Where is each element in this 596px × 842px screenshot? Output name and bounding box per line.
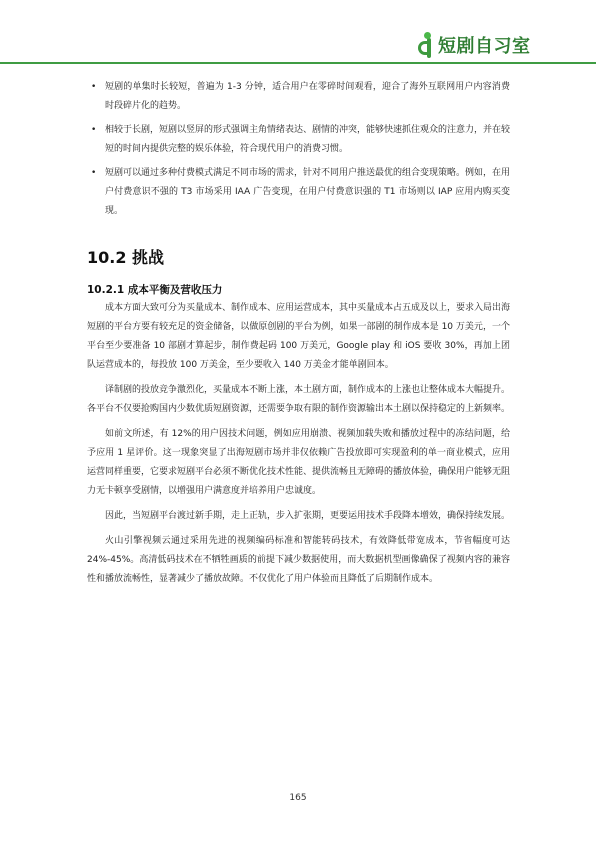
body-paragraph: 如前文所述，有 12%的用户因技术问题，例如应用崩溃、视频加载失败和播放过程中的冻结问题，给予应用 1 星评价。这一现象突显了出海短剧市场并非仅依赖广告投放即可实现盈利的单一商业模式，应用运营同样重要，它要求短剧平台必须不断优化技术性能、提供流畅且无障碍的播放体验，确保用户能够无阻力无卡顿享受剧情，以增强用户满意度并培养用户忠诚度。 bbox=[87, 429, 511, 496]
body-paragraph: 译制剧的投放竞争激烈化，买量成本不断上涨，本土剧方面，制作成本的上涨也让整体成本大幅提升。各平台不仅要抢购国内少数优质短剧资源，还需要争取有限的制作资源输出本土剧以保持稳定的上新频率。 bbox=[87, 385, 511, 414]
body-paragraph: 火山引擎视频云通过采用先进的视频编码标准和智能转码技术，有效降低带宽成本，节省幅度可达 24%-45%。高清低码技术在不牺牲画质的前提下减少数据使用，而大数据机型画像确保了视频内容的兼容性和播放流畅性，显著减少了播放故障。不仅优化了用户体验而且降低了后期制作成本。 bbox=[87, 536, 510, 584]
section-heading: 10.2 挑战 bbox=[87, 248, 165, 267]
bullet-dot-icon: • bbox=[91, 168, 97, 178]
page-number: 165 bbox=[289, 793, 307, 803]
logo-d-icon bbox=[418, 32, 434, 58]
header-rule bbox=[0, 62, 596, 64]
bullet-item: • 短剧可以通过多种付费模式满足不同市场的需求，针对不同用户推送最优的组合变现策略。例如，在用户付费意识不强的 T3 市场采用 IAA 广告变现，在用户付费意识强的 T1 市场则以 IAP 应用内购买变现。 bbox=[87, 164, 510, 221]
brand-logo bbox=[418, 30, 531, 60]
subsection-heading: 10.2.1 成本平衡及营收压力 bbox=[87, 284, 223, 296]
logo-text: 短剧自习室 bbox=[438, 36, 531, 57]
bullet-item: • 相较于长剧，短剧以竖屏的形式强调主角情绪表达、剧情的冲突，能够快速抓住观众的注意力，并在较短的时间内提供完整的娱乐体验，符合现代用户的消费习惯。 bbox=[87, 121, 510, 159]
bullet-dot-icon: • bbox=[91, 125, 97, 135]
body-paragraph: 成本方面大致可分为买量成本、制作成本、应用运营成本，其中买量成本占五成及以上，要求入局出海短剧的平台方要有较充足的资金储备，以做原创剧的平台为例，如果一部剧的制作成本是 10 万美元，一个平台至少要准备 10 部剧才算起步，制作费起码 100 万美元，Google play 和 iOS 要收 30%，再加上团队运营成本的，每投放 100 万美金，至少要收入 140 万美金才能单剧回本。 bbox=[87, 303, 511, 370]
bullet-dot-icon: • bbox=[91, 82, 97, 92]
page-content bbox=[87, 78, 510, 595]
bullet-item: • 短剧的单集时长较短，普遍为 1-3 分钟，适合用户在零碎时间观看，迎合了海外互联网用户内容消费时段碎片化的趋势。 bbox=[87, 78, 510, 116]
body-paragraph: 因此，当短剧平台渡过新手期，走上正轨，步入扩张期，更要运用技术手段降本增效，确保持续发展。 bbox=[105, 511, 511, 521]
